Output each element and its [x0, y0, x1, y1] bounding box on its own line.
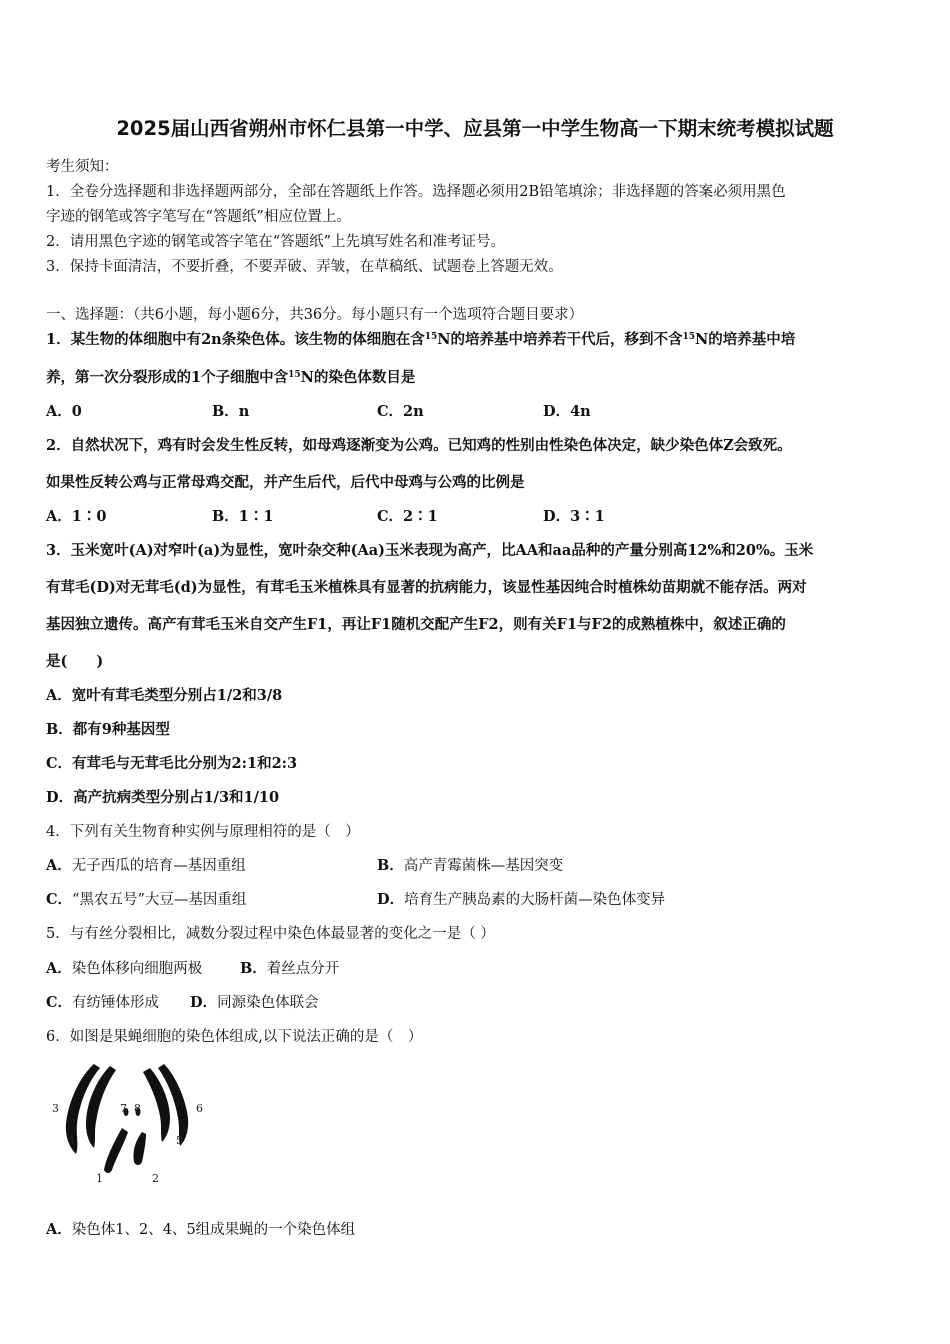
q2-option-d: D．3∶1 [543, 508, 605, 525]
q2-option-b: B．1∶1 [212, 508, 274, 525]
page-title: 2025届山西省朔州市怀仁县第一中学、应县第一中学生物高一下期末统考模拟试题 [116, 117, 834, 140]
q4-option-a: A．无子西瓜的培育—基因重组 [46, 857, 246, 874]
label-4: 4 [68, 1134, 75, 1147]
q3-option-d: D．高产抗病类型分别占1/3和1/10 [46, 789, 280, 806]
notice-item: 字迹的钢笔或答字笔写在“答题纸”相应位置上。 [46, 209, 351, 225]
notice-item: 2．请用黑色字迹的钢笔或答字笔在“答题纸”上先填写姓名和准考证号。 [46, 234, 506, 250]
q5-stem: 5．与有丝分裂相比，减数分裂过程中染色体最显著的变化之一是（ ） [46, 926, 495, 942]
q5-option-d: D．同源染色体联会 [190, 994, 319, 1011]
q2-option-c: C．2∶1 [377, 508, 438, 525]
q5-option-b: B．着丝点分开 [240, 960, 340, 977]
notice-item: 1．全卷分选择题和非选择题两部分，全部在答题纸上作答。选择题必须用2B铅笔填涂；非选择题的答案必须用黑色 [46, 184, 786, 200]
q1-stem-line: 1．某生物的体细胞中有2n条染色体。该生物的体细胞在含$^{15}$N的培养基中培养若干代后，移到不含$^{15}$N的培养基中培 [46, 331, 796, 348]
q3-option-b: B．都有9种基因型 [46, 721, 170, 738]
q3-option-c: C．有茸毛与无茸毛比分别为2:1和2:3 [46, 755, 298, 772]
q4-option-b: B．高产青霉菌株—基因突变 [377, 857, 564, 874]
q1-option-c: C．2n [377, 403, 424, 420]
q3-option-a: A．宽叶有茸毛类型分别占1/2和3/8 [46, 687, 283, 704]
chromosome-1 [104, 1128, 128, 1173]
q4-stem: 4．下列有关生物育种实例与原理相符的是（ ） [46, 824, 360, 840]
label-1: 1 [96, 1172, 103, 1185]
q6-option-a: A．染色体1、2、4、5组成果蝇的一个染色体组 [46, 1221, 356, 1238]
q2-option-a: A．1∶0 [46, 508, 107, 525]
q1-option-b: B．n [212, 403, 250, 420]
q5-option-c: C．有纺锤体形成 [46, 994, 160, 1011]
q4-option-c: C．“黑农五号”大豆—基因重组 [46, 891, 247, 908]
label-2: 2 [152, 1172, 159, 1185]
notice-heading: 考生须知： [46, 159, 119, 175]
q5-option-a: A．染色体移向细胞两极 [46, 960, 203, 977]
label-7: 7 [120, 1102, 127, 1115]
chromosome-diagram [46, 1062, 216, 1192]
q2-stem-line: 如果性反转公鸡与正常母鸡交配，并产生后代，后代中母鸡与公鸡的比例是 [46, 474, 525, 491]
q3-stem-line: 3．玉米宽叶(A)对窄叶(a)为显性，宽叶杂交种(Aa)玉米表现为高产，比AA和aa品种的产量分别高12%和20%。玉米 [46, 542, 814, 559]
q1-option-d: D．4n [543, 403, 591, 420]
q4-option-d: D．培育生产胰岛素的大肠杆菌—染色体变异 [377, 891, 666, 908]
q1-option-a: A．0 [46, 403, 82, 420]
q2-stem-line: 2．自然状况下，鸡有时会发生性反转，如母鸡逐渐变为公鸡。已知鸡的性别由性染色体决定，缺少染色体Z会致死。 [46, 437, 792, 454]
q3-stem-line: 是( ) [46, 653, 104, 670]
label-6: 6 [196, 1102, 203, 1115]
q6-stem: 6．如图是果蝇细胞的染色体组成,以下说法正确的是（ ） [46, 1029, 423, 1045]
section-heading: 一、选择题：（共6小题，每小题6分，共36分。每小题只有一个选项符合题目要求） [46, 307, 584, 323]
q3-stem-line: 有茸毛(D)对无茸毛(d)为显性，有茸毛玉米植株具有显著的抗病能力，该显性基因纯合时植株幼苗期就不能存活。两对 [46, 579, 807, 596]
label-3: 3 [52, 1102, 59, 1115]
notice-item: 3．保持卡面清洁，不要折叠，不要弄破、弄皱，在草稿纸、试题卷上答题无效。 [46, 259, 563, 275]
chromosome-2 [133, 1132, 146, 1165]
q1-stem-line: 养，第一次分裂形成的1个子细胞中含$^{15}$N的染色体数目是 [46, 369, 416, 386]
q3-stem-line: 基因独立遗传。高产有茸毛玉米自交产生F1，再让F1随机交配产生F2，则有关F1与F2的成熟植株中，叙述正确的 [46, 616, 786, 633]
label-5: 5 [176, 1134, 183, 1147]
label-8: 8 [134, 1102, 141, 1115]
